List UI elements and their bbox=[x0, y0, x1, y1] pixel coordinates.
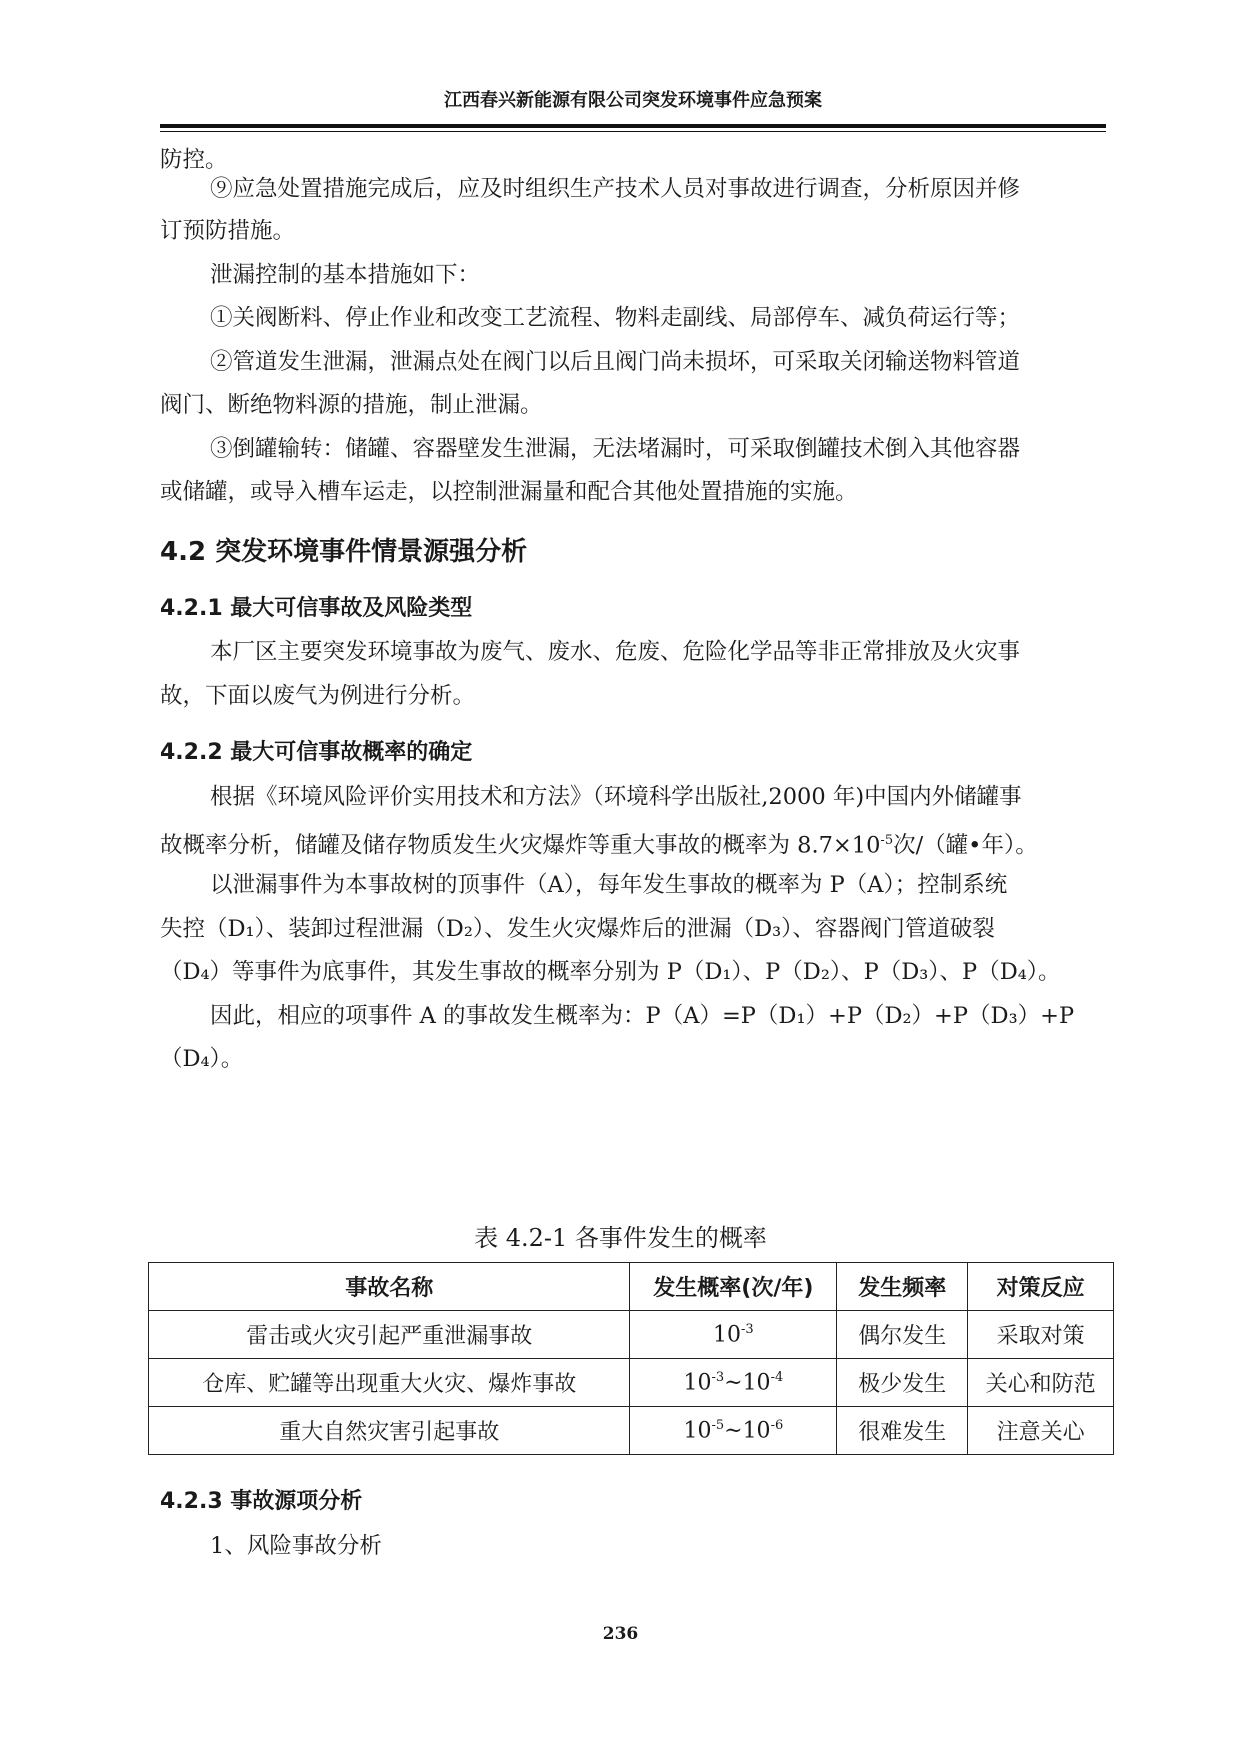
exponent: -5 bbox=[880, 833, 894, 848]
column-header: 对策反应 bbox=[968, 1263, 1114, 1311]
text-run: 次/（罐•年）。 bbox=[893, 832, 1038, 859]
table-header-row bbox=[149, 1263, 1114, 1311]
prob-range-sep: ~ bbox=[724, 1370, 743, 1396]
paragraph-line: ⑨应急处置措施完成后，应及时组织生产技术人员对事故进行调查，分析原因并修 bbox=[210, 176, 1021, 202]
section-heading-4-2-1: 4.2.1 最大可信事故及风险类型 bbox=[160, 596, 473, 621]
cell-response: 采取对策 bbox=[968, 1311, 1114, 1359]
paragraph-line: 阀门、断绝物料源的措施，制止泄漏。 bbox=[160, 392, 543, 418]
prob-base: 10 bbox=[683, 1418, 712, 1444]
prob-exponent: -6 bbox=[770, 1417, 784, 1433]
cell-response: 关心和防范 bbox=[968, 1359, 1114, 1407]
cell-event-name: 雷击或火灾引起严重泄漏事故 bbox=[149, 1311, 630, 1359]
paragraph-line: 本厂区主要突发环境事故为废气、废水、危废、危险化学品等非正常排放及火灾事 bbox=[210, 639, 1021, 665]
paragraph-line: 因此，相应的项事件 A 的事故发生概率为：P（A）=P（D₁）+P（D₂）+P（D₃）+P bbox=[210, 1003, 1075, 1029]
cell-probability bbox=[630, 1311, 837, 1359]
column-header: 发生频率 bbox=[837, 1263, 968, 1311]
table-row bbox=[149, 1407, 1114, 1455]
paragraph-line: 订预防措施。 bbox=[160, 218, 296, 244]
cell-event-name: 仓库、贮罐等出现重大火灾、爆炸事故 bbox=[149, 1359, 630, 1407]
paragraph-line: 失控（D₁）、装卸过程泄漏（D₂）、发生火灾爆炸后的泄漏（D₃）、容器阀门管道破裂 bbox=[160, 916, 995, 942]
prob-base: 10 bbox=[742, 1370, 771, 1396]
paragraph-line: ①关阀断料、停止作业和改变工艺流程、物料走副线、局部停车、减负荷运行等； bbox=[210, 305, 1021, 331]
text-run: 故概率分析，储罐及储存物质发生火灾爆炸等重大事故的概率为 8.7×10 bbox=[160, 832, 881, 859]
header-rule-thin bbox=[160, 131, 1106, 132]
prob-exponent: -3 bbox=[741, 1321, 754, 1337]
paragraph-line: 以泄漏事件为本事故树的顶事件（A），每年发生事故的概率为 P（A）；控制系统 bbox=[210, 872, 1008, 898]
prob-range-sep: ~ bbox=[724, 1418, 743, 1444]
prob-base: 10 bbox=[713, 1322, 742, 1348]
cell-response: 注意关心 bbox=[968, 1407, 1114, 1455]
section-heading-4-2-2: 4.2.2 最大可信事故概率的确定 bbox=[160, 740, 473, 765]
paragraph-line: 1、风险事故分析 bbox=[210, 1533, 382, 1559]
paragraph-line: 故，下面以废气为例进行分析。 bbox=[160, 683, 476, 709]
header-rule-thick bbox=[160, 124, 1106, 128]
cell-probability bbox=[630, 1407, 837, 1455]
paragraph-line: ③倒罐输转：储罐、容器壁发生泄漏，无法堵漏时，可采取倒罐技术倒入其他容器 bbox=[210, 436, 1021, 462]
paragraph-line: 防控。 bbox=[160, 147, 228, 173]
probability-table bbox=[148, 1262, 1114, 1455]
paragraph-line: 根据《环境风险评价实用技术和方法》（环境科学出版社,2000 年)中国内外储罐事 bbox=[210, 784, 1022, 810]
cell-event-name: 重大自然灾害引起事故 bbox=[149, 1407, 630, 1455]
prob-exponent: -4 bbox=[770, 1369, 784, 1385]
section-heading-4-2-3: 4.2.3 事故源项分析 bbox=[160, 1489, 363, 1514]
column-header: 发生概率(次/年) bbox=[630, 1263, 837, 1311]
prob-exponent: -5 bbox=[711, 1417, 725, 1433]
table-row bbox=[149, 1311, 1114, 1359]
cell-frequency: 很难发生 bbox=[837, 1407, 968, 1455]
document-header: 江西春兴新能源有限公司突发环境事件应急预案 bbox=[444, 90, 822, 111]
paragraph-line: （D₄）。 bbox=[160, 1046, 244, 1072]
cell-frequency: 偶尔发生 bbox=[837, 1311, 968, 1359]
paragraph-line: （D₄）等事件为底事件，其发生事故的概率分别为 P（D₁）、P（D₂）、P（D₃）、P（D₄）。 bbox=[160, 959, 1061, 985]
prob-base: 10 bbox=[742, 1418, 771, 1444]
cell-probability bbox=[630, 1359, 837, 1407]
table-row bbox=[149, 1359, 1114, 1407]
prob-base: 10 bbox=[683, 1370, 712, 1396]
column-header: 事故名称 bbox=[149, 1263, 630, 1311]
table-caption: 表 4.2-1 各事件发生的概率 bbox=[474, 1224, 767, 1252]
paragraph-line bbox=[160, 826, 1106, 861]
section-heading-4-2: 4.2 突发环境事件情景源强分析 bbox=[160, 537, 528, 567]
cell-frequency: 极少发生 bbox=[837, 1359, 968, 1407]
paragraph-line: ②管道发生泄漏，泄漏点处在阀门以后且阀门尚未损坏，可采取关闭输送物料管道 bbox=[210, 349, 1021, 375]
paragraph-line: 泄漏控制的基本措施如下： bbox=[210, 262, 481, 288]
prob-exponent: -3 bbox=[711, 1369, 725, 1385]
paragraph-line: 或储罐，或导入槽车运走，以控制泄漏量和配合其他处置措施的实施。 bbox=[160, 479, 858, 505]
page-number: 236 bbox=[602, 1624, 639, 1644]
